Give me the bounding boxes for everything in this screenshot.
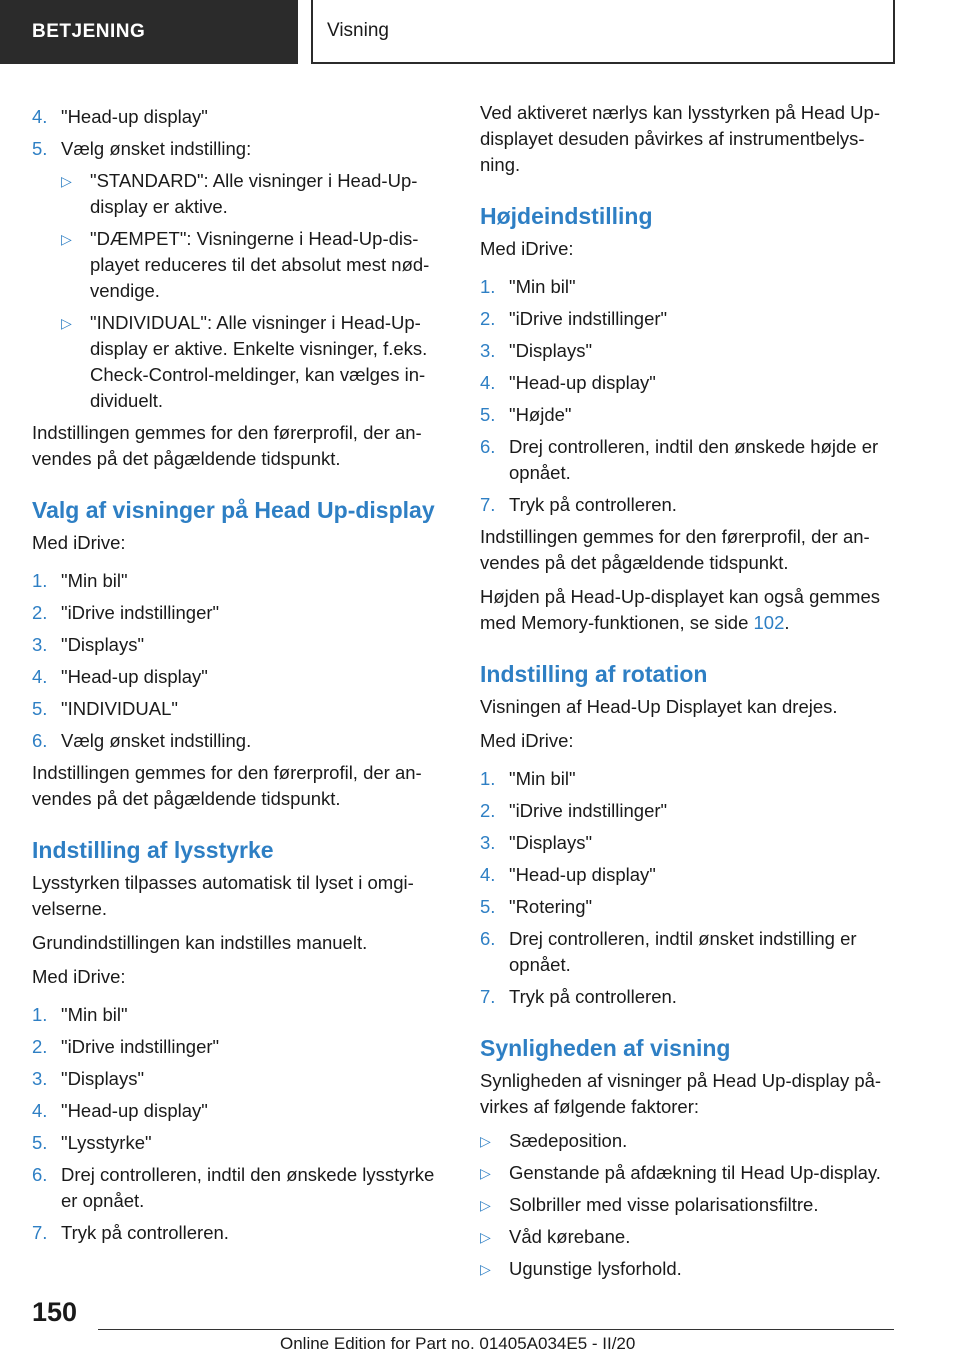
bullet-list: [32, 168, 452, 414]
intro-text: Med iDrive:: [32, 966, 126, 987]
page-header: [311, 0, 895, 64]
list-item: [480, 492, 900, 518]
paragraph: Indstillingen gemmes for den førerprofil, der an-vendes på det pågældende tidspunkt.: [32, 762, 422, 809]
list-item: [480, 926, 900, 978]
right-column: [480, 100, 900, 1288]
triangle-right-icon: ▷: [480, 1229, 491, 1245]
list-item: [480, 766, 900, 792]
paragraph: Ved aktiveret nærlys kan lysstyrken på Head Up-displayet desuden påvirkes af instrumentbelys-ning.: [480, 102, 880, 175]
list-number: 6.: [480, 436, 496, 457]
list-item: [32, 1098, 452, 1124]
triangle-right-icon: ▷: [480, 1197, 491, 1213]
list-text: "iDrive indstillinger": [509, 800, 668, 821]
paragraph-text: Højden på Head-Up-displayet kan også gemmes med Memory-funktionen, se side: [480, 586, 881, 633]
list-text: "Displays": [509, 340, 593, 361]
list-item: [32, 1066, 452, 1092]
footer-divider: [98, 1329, 894, 1330]
list-number: 4.: [32, 666, 48, 687]
chapter-title: Visning: [327, 20, 389, 41]
list-number: 2.: [480, 800, 496, 821]
list-item: [480, 306, 900, 332]
bullet-text: Genstande på afdækning til Head Up-display.: [509, 1162, 881, 1183]
ordered-list: [32, 1002, 452, 1246]
list-text: "INDIVIDUAL": [61, 698, 178, 719]
list-text: "Displays": [509, 832, 593, 853]
list-number: 4.: [480, 372, 496, 393]
list-item: [480, 370, 900, 396]
list-number: 4.: [32, 106, 48, 127]
footer-edition: Online Edition for Part no. 01405A034E5 - II/20: [280, 1334, 636, 1353]
list-number: 7.: [32, 1222, 48, 1243]
paragraph: Synligheden af visninger på Head Up-display på-virkes af følgende faktorer:: [480, 1070, 882, 1117]
list-item: [480, 274, 900, 300]
triangle-right-icon: ▷: [480, 1261, 491, 1277]
list-text: Tryk på controlleren.: [509, 494, 677, 515]
paragraph: Grundindstillingen kan indstilles manuelt.: [32, 932, 368, 953]
triangle-right-icon: ▷: [480, 1133, 491, 1149]
list-text: "iDrive indstillinger": [61, 1036, 220, 1057]
list-item: [32, 696, 452, 722]
paragraph: Visningen af Head-Up Displayet kan drejes.: [480, 696, 838, 717]
list-text: "Min bil": [61, 1004, 128, 1025]
bullet-item: [61, 310, 452, 414]
list-item: [32, 136, 452, 162]
list-item: [32, 600, 452, 626]
intro-text: Med iDrive:: [480, 238, 574, 259]
bullet-text: Sædeposition.: [509, 1130, 628, 1151]
list-item: [480, 402, 900, 428]
bullet-text: "INDIVIDUAL": Alle visninger i Head-Up-display er aktive. Enkelte visninger, f.eks. Check-Control-meldinger, kan vælges in-dividuelt.: [90, 312, 428, 411]
section-tab: [0, 0, 298, 64]
list-text: "Head-up display": [509, 864, 656, 885]
list-item: [480, 434, 900, 486]
intro-text: Med iDrive:: [32, 532, 126, 553]
list-number: 2.: [32, 602, 48, 623]
list-item: [32, 664, 452, 690]
list-item: [480, 862, 900, 888]
list-number: 3.: [32, 1068, 48, 1089]
list-text: "Displays": [61, 1068, 145, 1089]
list-number: 5.: [480, 896, 496, 917]
left-column: [32, 100, 452, 1252]
list-text: Drej controlleren, indtil ønsket indstilling er opnået.: [509, 928, 857, 975]
ordered-list: [32, 104, 452, 162]
list-number: 5.: [32, 1132, 48, 1153]
list-number: 4.: [32, 1100, 48, 1121]
list-text: "iDrive indstillinger": [509, 308, 668, 329]
page-number: 150: [32, 1297, 78, 1327]
intro-text: Med iDrive:: [480, 730, 574, 751]
list-text: "Rotering": [509, 896, 593, 917]
bullet-item: [480, 1256, 900, 1282]
list-item: [32, 568, 452, 594]
bullet-item: [61, 168, 452, 220]
paragraph: Indstillingen gemmes for den førerprofil, der an-vendes på det pågældende tidspunkt.: [480, 526, 870, 573]
list-item: [480, 798, 900, 824]
list-text: "Head-up display": [509, 372, 656, 393]
list-item: [32, 1002, 452, 1028]
list-text: Vælg ønsket indstilling.: [61, 730, 252, 751]
paragraph: Lysstyrken tilpasses automatisk til lyset i omgi-velserne.: [32, 872, 414, 919]
heading-synlighed: Synligheden af visning: [480, 1035, 731, 1061]
list-text: "Min bil": [509, 768, 576, 789]
triangle-right-icon: ▷: [61, 231, 72, 247]
list-text: "Head-up display": [61, 1100, 208, 1121]
list-number: 7.: [480, 494, 496, 515]
bullet-text: "STANDARD": Alle visninger i Head-Up-display er aktive.: [90, 170, 418, 217]
list-number: 1.: [32, 1004, 48, 1025]
paragraph: Indstillingen gemmes for den førerprofil, der an-vendes på det pågældende tidspunkt.: [32, 422, 422, 469]
list-text: "Head-up display": [61, 106, 208, 127]
list-number: 6.: [32, 730, 48, 751]
list-number: 1.: [480, 276, 496, 297]
bullet-text: Ugunstige lysforhold.: [509, 1258, 682, 1279]
bullet-text: "DÆMPET": Visningerne i Head-Up-dis-playet reduceres til det absolut mest nød-vendige.: [90, 228, 430, 301]
section-title: BETJENING: [32, 21, 146, 42]
heading-lysstyrke: Indstilling af lysstyrke: [32, 837, 274, 863]
bullet-item: [480, 1128, 900, 1154]
paragraph-end: .: [784, 612, 790, 633]
heading-rotation: Indstilling af rotation: [480, 661, 708, 687]
list-number: 6.: [480, 928, 496, 949]
list-number: 5.: [32, 698, 48, 719]
list-item: [32, 632, 452, 658]
triangle-right-icon: ▷: [61, 173, 72, 189]
list-text: "Min bil": [509, 276, 576, 297]
triangle-right-icon: ▷: [61, 315, 72, 331]
ordered-list: [480, 274, 900, 518]
list-number: 2.: [32, 1036, 48, 1057]
list-number: 3.: [480, 832, 496, 853]
list-item: [32, 1034, 452, 1060]
list-item: [480, 894, 900, 920]
list-number: 1.: [480, 768, 496, 789]
list-item: [480, 338, 900, 364]
list-number: 3.: [480, 340, 496, 361]
list-number: 7.: [480, 986, 496, 1007]
list-number: 5.: [480, 404, 496, 425]
list-number: 6.: [32, 1164, 48, 1185]
bullet-text: Våd kørebane.: [509, 1226, 631, 1247]
list-text: Vælg ønsket indstilling:: [61, 138, 252, 159]
list-number: 3.: [32, 634, 48, 655]
ordered-list: [32, 568, 452, 754]
list-number: 1.: [32, 570, 48, 591]
bullet-item: [480, 1224, 900, 1250]
list-text: Tryk på controlleren.: [61, 1222, 229, 1243]
triangle-right-icon: ▷: [480, 1165, 491, 1181]
list-text: "Lysstyrke": [61, 1132, 152, 1153]
list-item: [32, 104, 452, 130]
bullet-text: Solbriller med visse polarisationsfiltre.: [509, 1194, 819, 1215]
list-number: 4.: [480, 864, 496, 885]
bullet-list: [480, 1128, 900, 1282]
list-item: [32, 1162, 452, 1214]
list-item: [32, 1130, 452, 1156]
ordered-list: [480, 766, 900, 1010]
page-reference-link[interactable]: 102: [753, 612, 785, 633]
list-text: "Højde": [509, 404, 572, 425]
list-item: [480, 984, 900, 1010]
list-text: Drej controlleren, indtil den ønskede højde er opnået.: [509, 436, 879, 483]
heading-hoejde: Højdeindstilling: [480, 203, 653, 229]
bullet-item: [480, 1192, 900, 1218]
list-text: "Head-up display": [61, 666, 208, 687]
list-number: 2.: [480, 308, 496, 329]
list-text: "iDrive indstillinger": [61, 602, 220, 623]
bullet-item: [480, 1160, 900, 1186]
list-text: "Min bil": [61, 570, 128, 591]
list-text: Tryk på controlleren.: [509, 986, 677, 1007]
list-text: "Displays": [61, 634, 145, 655]
list-text: Drej controlleren, indtil den ønskede lysstyrke er opnået.: [61, 1164, 435, 1211]
list-number: 5.: [32, 138, 48, 159]
list-item: [32, 728, 452, 754]
heading-valg: Valg af visninger på Head Up-display: [32, 497, 435, 523]
paragraph-memory: [480, 584, 900, 636]
list-item: [32, 1220, 452, 1246]
list-item: [480, 830, 900, 856]
bullet-item: [61, 226, 452, 304]
